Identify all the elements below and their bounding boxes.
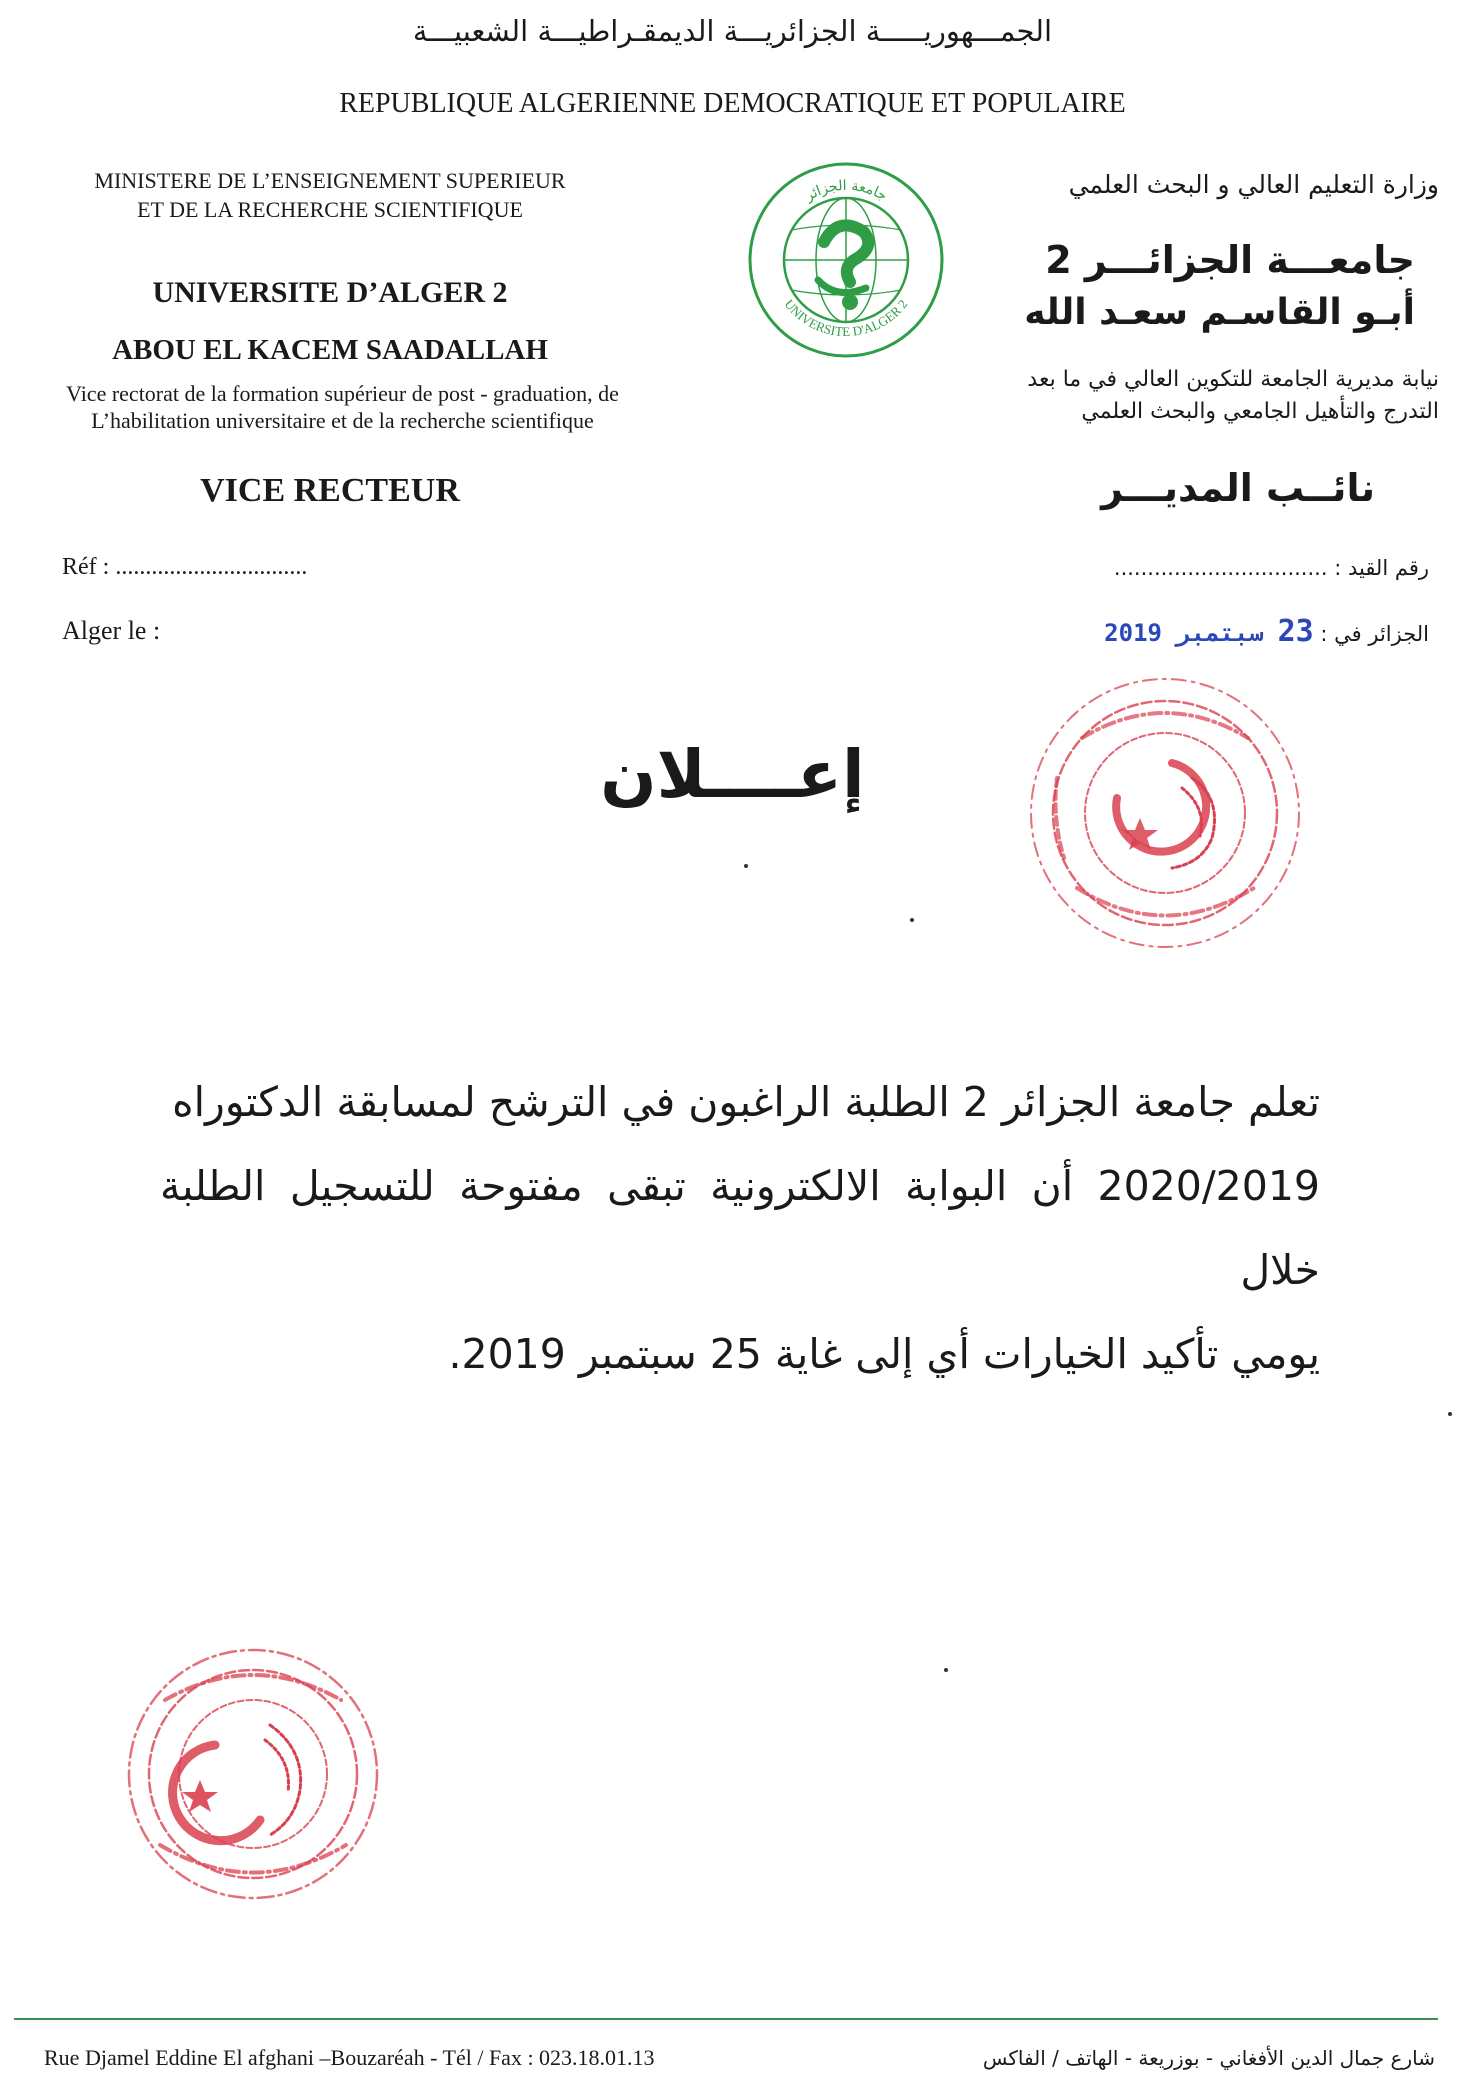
arabic-date-row — [1029, 614, 1429, 649]
vice-dept-line-1: Vice rectorat de la formation supérieur de post - graduation, de — [66, 381, 619, 406]
announcement-body — [160, 1060, 1320, 1396]
ar-vice-dept-line-2: التدرج والتأهيل الجامعي والبحث العلمي — [1081, 399, 1439, 424]
date-stamp-month: سبتمبر — [1176, 619, 1264, 647]
logo-ring-text-bottom: UNIVERSITE D'ALGER 2 — [781, 296, 911, 340]
french-vice-rectorate — [10, 380, 675, 434]
arabic-ministry: وزارة التعليم العالي و البحث العلمي — [1068, 170, 1439, 199]
logo-ring-text-top: جامعة الجزائر — [802, 177, 890, 205]
announcement-title: إعــــلان — [600, 736, 865, 813]
arabic-university-subname: أبـو القاسـم سعـد الله — [1024, 292, 1415, 333]
footer-address-french: Rue Djamel Eddine El afghani –Bouzaréah - Tél / Fax : 023.18.01.13 — [44, 2045, 655, 2070]
ref-label: Réf : — [62, 554, 110, 580]
arabic-republic-title: الجمـــهوريـــــة الجزائريـــة الديمقـراطيـــة الشعبيـــة — [412, 14, 1053, 48]
official-seal-bottom-icon — [120, 1640, 386, 1908]
french-republic-title: REPUBLIQUE ALGERIENNE DEMOCRATIQUE ET POPULAIRE — [339, 88, 1126, 119]
ministry-line-2: ET DE LA RECHERCHE SCIENTIFIQUE — [137, 197, 523, 222]
french-vice-recteur: VICE RECTEUR — [200, 472, 460, 509]
ar-ref-label: رقم القيد — [1347, 556, 1429, 580]
footer-address-arabic: شارع جمال الدين الأفغاني - بوزريعة - الهاتف / الفاكس — [982, 2046, 1435, 2070]
french-university-name: UNIVERSITE D’ALGER 2 — [152, 276, 508, 309]
date-stamp-year: 2019 — [1104, 619, 1162, 647]
french-university-subname: ABOU EL KACEM SAADALLAH — [112, 334, 548, 366]
scan-speck — [910, 918, 914, 922]
french-ministry — [40, 166, 620, 224]
ar-vice-dept-line-1: نيابة مديرية الجامعة للتكوين العالي في ما بعد — [1027, 367, 1439, 392]
ar-ref-dots: ................................ — [1113, 556, 1328, 580]
footer-divider — [14, 2018, 1438, 2020]
date-stamp — [1104, 614, 1314, 649]
scan-speck — [1448, 1412, 1452, 1416]
scan-speck — [744, 864, 748, 868]
date-stamp-day: 23 — [1277, 614, 1314, 649]
ref-dots: ................................ — [115, 554, 308, 580]
french-date-label: Alger le : — [62, 616, 161, 645]
ministry-line-1: MINISTERE DE L’ENSEIGNEMENT SUPERIEUR — [94, 168, 566, 193]
announcement-line-3: يومي تأكيد الخيارات أي إلى غاية 25 سبتمبر 2019. — [448, 1330, 1320, 1378]
arabic-vice-recteur: نائــب المديـــر — [1101, 466, 1375, 510]
ar-ref-sep: : — [1334, 556, 1342, 580]
arabic-reference — [929, 556, 1429, 580]
ar-date-label: الجزائر في : — [1320, 622, 1429, 646]
arabic-university-name: جامعـــة الجزائـــر 2 — [1045, 238, 1415, 282]
announcement-line-2: 2020/2019 أن البوابة الالكترونية تبقى مفتوحة للتسجيل الطلبة خلال — [160, 1162, 1320, 1294]
arabic-vice-rectorate — [879, 364, 1439, 428]
scan-speck — [944, 1668, 948, 1672]
announcement-line-1: تعلم جامعة الجزائر 2 الطلبة الراغبون في الترشح لمسابقة الدكتوراه — [172, 1078, 1320, 1126]
vice-dept-line-2: L’habilitation universitaire et de la recherche scientifique — [91, 408, 594, 433]
french-reference — [62, 554, 307, 581]
official-seal-icon — [1022, 668, 1308, 958]
